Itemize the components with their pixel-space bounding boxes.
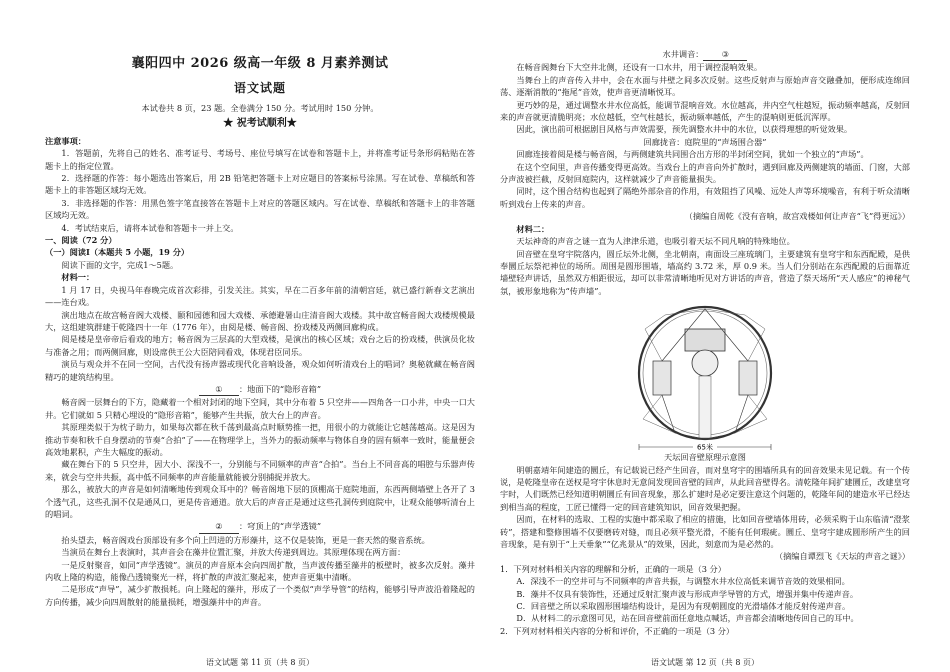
- subheading-2: ② ：穹顶上的“声学透镜”: [45, 520, 475, 533]
- material-label: 材料二：: [516, 223, 550, 234]
- blank-1: ①: [199, 383, 239, 396]
- paragraph: 1 月 17 日，央视马年春晚完成首次彩排，引发关注。其实，早在二百多年前的清朝宫廷，就已盛行新春文艺演出——连台戏。: [45, 284, 475, 308]
- note-item: 1．答题前，先将自己的姓名、准考证号、考场号、座位号填写在试卷和答题卡上，并将准考证号条形码粘贴在答题卡上的指定位置。: [45, 148, 475, 171]
- source-1: （摘编自周乾《没有音响，故宫戏楼如何让声音“飞”得更远》）: [684, 211, 910, 222]
- section-heading: 一、阅读（72 分）: [45, 235, 117, 246]
- option-c: C．回音壁之所以采取圆形围墙结构设计，是因为有现朝圆度的光滑墙体才能反射传递声音。: [516, 601, 851, 611]
- option-d: D．从材料二的示意图可见，站在回音壁前面任意地点喊话，声音都会清晰地传回自己的耳中。: [516, 613, 859, 624]
- paragraph: 当演员在舞台上表演时，其声音会在藻井位置汇聚，并放大传递到周边。其原理体现在两方面：: [61, 547, 406, 558]
- paragraph: 天坛神奇的声音之谜一直为人津津乐道，也吸引着天坛不同凡响的特殊地位。: [516, 236, 795, 247]
- paragraph: 演出地点在故宫畅音阁大戏楼、颐和园德和园大戏楼、承德避暑山庄清音阁大戏楼。其中故宫畅音阁大戏楼规模最大，这组建筑群建于乾隆四十一年（1776 年），由阅是楼、畅音阁、扮戏楼及两侧回廊构成。: [45, 309, 475, 332]
- source-2: （摘编自谭烈飞《天坛的声音之谜》）: [774, 551, 910, 562]
- subheading-1: ① ：地面下的“隐形音箱”: [45, 383, 475, 396]
- subheading-4: 回廊拢音：庭院里的“声场围合器”: [643, 136, 767, 147]
- note-item: 2．选择题的作答：每小题选出答案后，用 2B 铅笔把答题卡上对应题目的答案标号涂黑。写在试卷、草稿纸和答题卡上的非答题区域均无效。: [45, 173, 475, 196]
- note-item: 3．非选择题的作答：用黑色签字笔直接答在答题卡上对应的答题区域内。写在试卷、草稿纸和答题卡上的非答题区域均无效。: [45, 197, 475, 221]
- paragraph: 在畅音阁舞台下大空井北侧，还设有一口水井，用于调控混响效果。: [516, 62, 763, 73]
- paragraph: 因而，在材料的选取、工程的实施中都采取了相应的措施，比如回音壁墙体用砖，必须采购于山东临清“澄浆砖”，搭建和整修围墙不仅要磨砖对缝，而且必须平整光滑，不能有任何瑕疵。圜丘、皇穹宇建成圆形所产生的回音现象，是有别于“上天垂象”“亿兆景从”的效果，因此，刻意而为是必然的。: [500, 514, 910, 549]
- subsection-heading: （一）阅读Ⅰ（本题共 5 小题，19 分）: [45, 247, 190, 258]
- figure-caption: 天坛回音壁原理示意图: [664, 452, 746, 463]
- notes-heading: 注意事项：: [45, 135, 86, 146]
- paragraph: 那么，被放大的声音是如何清晰地传到观众耳中的？畅音阁地下层的顶棚高于庭院地面，东西两侧墙壁上各开了 3 个透气孔，这些孔洞不仅是通风口，更是传音通道。放大后的声音正是通过这些孔洞传到庭院中，让观众能够听清台上的唱词。: [45, 484, 475, 519]
- page-footer-right: 语文试题 第 12 页（共 8 页）: [651, 658, 759, 667]
- instruction: 阅读下面的文字，完成1～5题。: [61, 259, 179, 270]
- question-2: 2．下列对材料相关内容的分析和评价，不正确的一项是（3 分）: [500, 625, 735, 636]
- paragraph: 回廊连接着阅是楼与畅音阁，与两侧建筑共同围合出方形的半封闭空间，犹如一个独立的“声场”。: [516, 149, 869, 160]
- echo-wall-diagram: [605, 301, 805, 451]
- option-a: A．深浅不一的空井可与不同频率的声音共振，与调整水井水位高低来调节音效的效果相同。: [516, 576, 850, 587]
- paragraph: 更巧妙的是，通过调整水井水位高低，能调节混响音效。水位越高，井内空气柱越短，振动频率越高，反射回来的声音就更清脆明亮；水位越低，空气柱越长，振动频率越低，产生的混响则更低沉浑厚。: [500, 99, 910, 123]
- paragraph: 因此，演出前可根据剧目风格与声效需要，预先调整水井中的水位，以获得理想的听觉效果。: [516, 124, 853, 135]
- paragraph: 回音壁在皇穹宇院落内，圆丘坛外北侧，坐北朝南，南面设三座琉璃门，主要建筑有皇穹宇和东西配殿，是供奉圜丘坛祭祀神位的场所。周围是圆形围墙，墙高约 3.72 米，厚 0.9 米。当人们分别站在东西配殿的后面靠近墙壁轻声讲话，虽然双方相距很远，却可以非常清晰地听见对方讲话的声音，营造了祭天场所“天人感应”的神秘气氛，被形象地称为“传声墙”。: [500, 248, 910, 296]
- paragraph: 在这个空间里，声音传播变得更高效。当戏台上的声音向外扩散时，遇到回廊及两侧建筑的墙面、门窗，大部分声波被拦截，反射回庭院内，这样就减少了声音能量损失。: [500, 161, 910, 185]
- note-item: 4．考试结束后，请将本试卷和答题卡一并上交。: [61, 222, 239, 233]
- exam-wish: ★ 祝考试顺利★: [223, 118, 297, 130]
- exam-meta: 本试卷共 8 页，23 题。全卷满分 150 分。考试用时 150 分钟。: [141, 103, 379, 113]
- right-page: [500, 0, 910, 672]
- subheading-3: 水井调音： ③: [500, 48, 910, 61]
- exam-title: 襄阳四中 2026 级高一年级 8 月素养测试: [131, 56, 389, 71]
- paragraph: 明朝嘉靖年间建造的圜丘，有记载说已经产生回音，而对皇穹宇的围墙所具有的回音效果未见记载。有一个传说，是乾隆皇帝在送权是穹宇休息时无意间发现回音壁的回声，从此回音壁得名。清乾隆年间扩建圜丘，改建皇穹宇时，人们既然已经知道明朝圜丘有回音现象，那么扩建时是必定要注意这个问题的，乾隆年间的建造水平已经达到相当高的程度，工匠已懂得一定的回音建筑知识，回音效果把握。: [500, 464, 910, 512]
- paragraph: 二是形成“声导”，减少扩散损耗。向上隆起的藻井，形成了一个类似“声学导管”的结构，能够引导声波沿着隆起的方向传播，减少向四周散射的能量损耗，增强藻井中的声音。: [45, 584, 475, 607]
- blank-2: ②: [199, 520, 239, 533]
- blank-3: ③: [703, 48, 747, 61]
- paragraph: 演员与观众并不在同一空间，古代没有扬声器或现代化音响设备，观众如何听清戏台上的唱词？奥秘就藏在畅音阁精巧的建筑结构里。: [45, 359, 475, 382]
- exam-subject: 语文试题: [233, 81, 286, 95]
- paragraph: 抬头望去，畅音阁戏台顶部设有多个向上凹进的方形藻井，这不仅是装饰，更是一套天然的聚音系统。: [61, 534, 430, 545]
- option-b: B．藻井不仅具有装饰性，还通过反射汇聚声波与形成声学导管的方式，增强并集中传递声音。: [516, 588, 859, 599]
- page-footer-left: 语文试题 第 11 页（共 8 页）: [206, 658, 314, 667]
- paragraph: 当舞台上的声音传入井中，会在水面与井壁之间多次反射。这些反射声与原始声音交融叠加，便形成连绵回荡、逐渐消散的“拖尾”音效，使声音更清晰悦耳。: [500, 74, 910, 98]
- paragraph: 一是反射聚音，如同“声学透镜”。演员的声音原本会向四周扩散，当声波传播至藻井的板壁时，被多次反射。藻井内收上隆的构造，能像凸透镜聚光一样，将扩散的声波汇聚起来，使声音更集中清晰。: [45, 559, 475, 583]
- paragraph: 同时，这个围合结构也起到了隔绝外部杂音的作用，有效阻挡了风噪、远处人声等环境噪音，有利于听众清晰听到戏台上传来的声音。: [500, 186, 910, 209]
- diagram-scale-label: 65米: [697, 443, 713, 452]
- paragraph: 其原理类似于为枕子助力，如果每次都在秋千荡到最高点时顺势推一把，用很小的力就能让它越荡越高。这是因为推动节奏和秋千自身摆动的节奏“合拍”了——在物理学上，当外力的振动频率与物体自身的固有频率一致时，能量便会高效地累积，产生大幅度的振动。: [45, 422, 475, 457]
- left-page: [45, 0, 475, 672]
- paragraph: 藏在舞台下的 5 只空井，因大小、深浅不一，分别能与不同频率的声音“合拍”。当台上不同音高的唱腔与乐器声传来，就会与空井共振，高中低不同频率的声音能量就能被分别捕捉并放大。: [45, 459, 475, 482]
- paragraph: 阅是楼是皇帝帝后看戏的地方；畅音阁为三层高的大型戏楼，是演出的核心区域；戏台之后的扮戏楼，供演员化妆与准备之用；而两侧回廊，则设席供王公大臣陪同看戏，体现君臣同乐。: [45, 334, 475, 357]
- paragraph: 畅音阁一层舞台的下方，隐藏着一个相对封闭的地下空间，其中分布着 5 只空井——四角各一口小井，中央一口大井。它们就如 5 只精心埋设的“隐形音箱”，能够产生共振，放大台上的声音。: [45, 397, 475, 420]
- question-1: 1．下列对材料相关内容的理解和分析，正确的一项是（3 分）: [500, 563, 726, 574]
- material-label: 材料一：: [61, 272, 95, 283]
